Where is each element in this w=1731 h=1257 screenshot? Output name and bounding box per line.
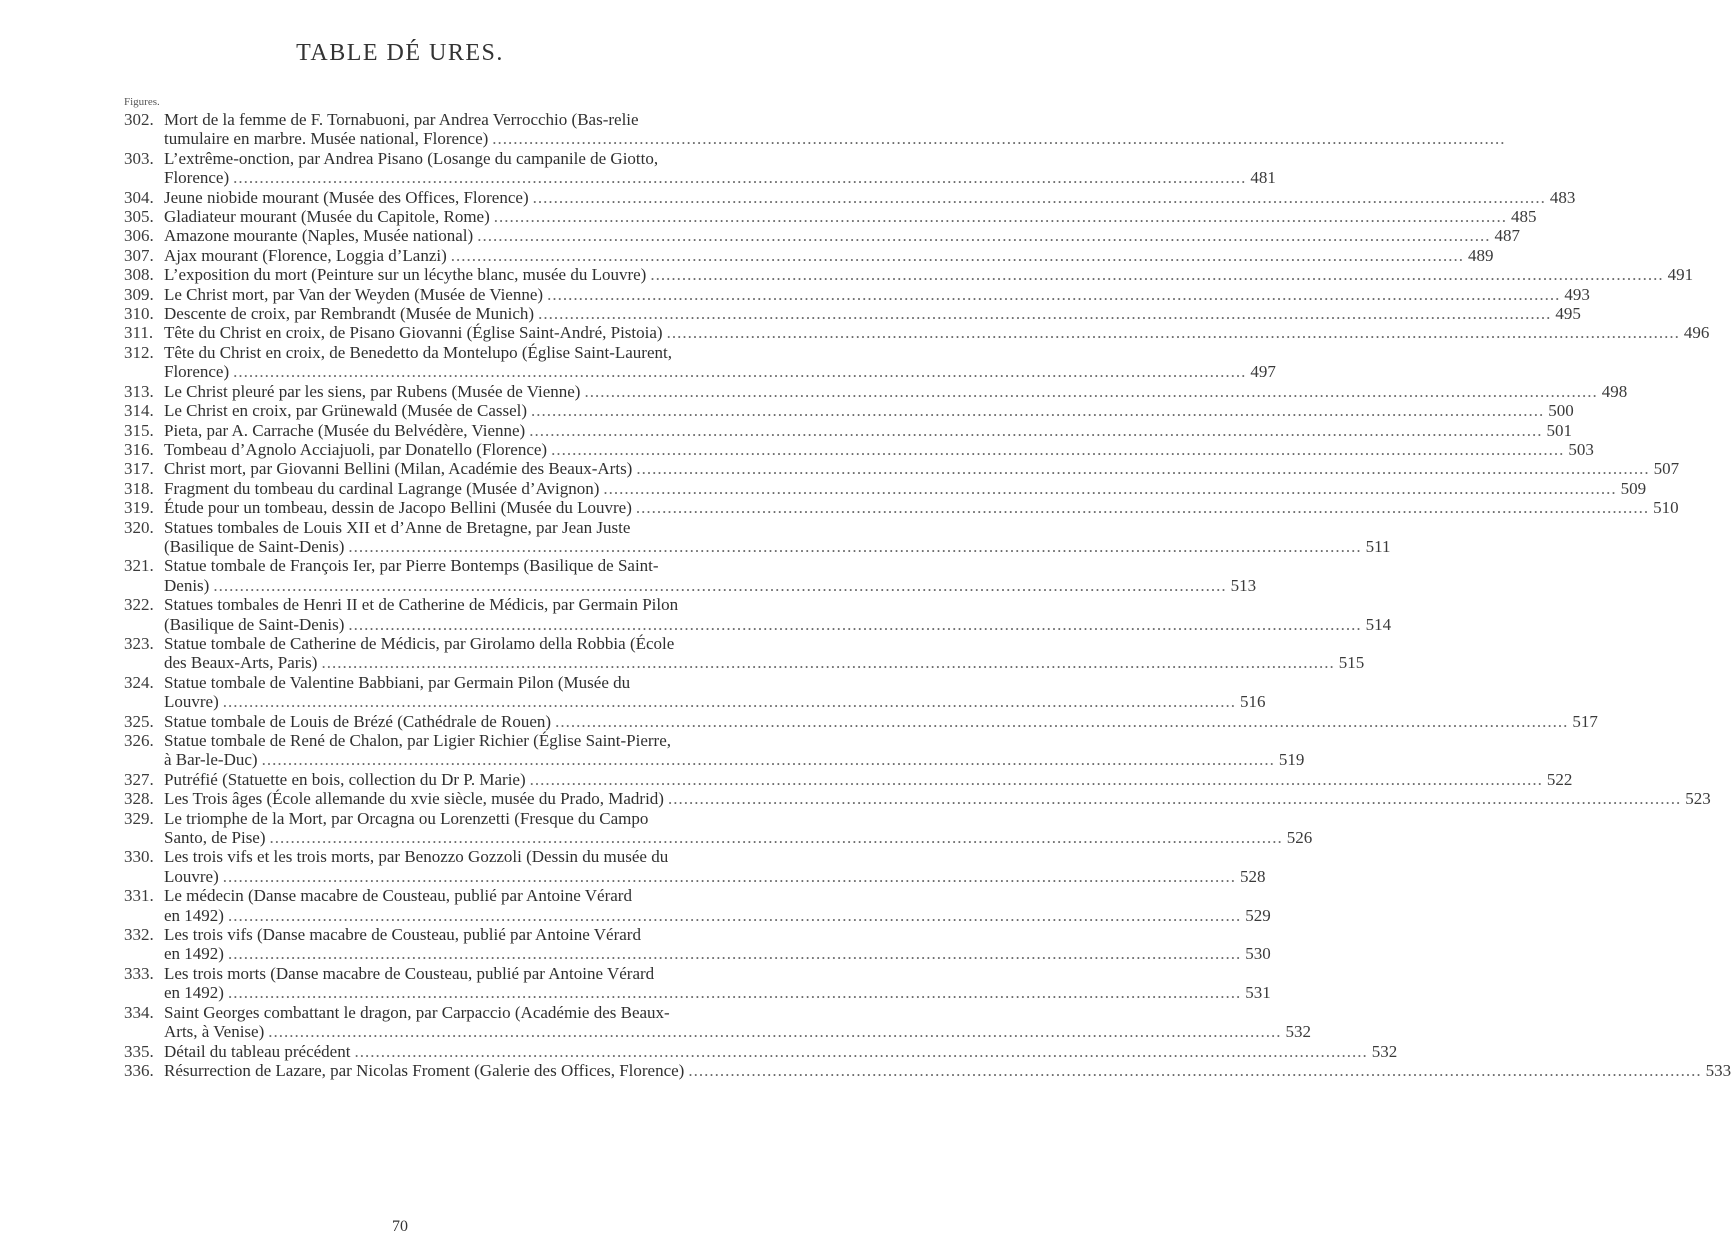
page-ref: 515 [1338,653,1365,673]
figure-caption [164,343,1276,382]
list-item [124,498,1679,518]
caption-line: L’extrême-onction, par Andrea Pisano (Losange du campanile de Giotto, [164,148,659,168]
figure-caption [164,149,1276,188]
page-ref: 498 [1601,381,1628,401]
dot-leader [636,498,1649,517]
page-ref: 522 [1546,769,1573,789]
caption-line: Arts, à Venise) [164,1022,265,1042]
list-item [124,459,1680,479]
caption-last-line [164,789,1711,808]
figure-caption [164,226,1520,245]
dot-leader [492,129,1505,148]
dot-leader [223,692,1236,711]
figure-caption [164,673,1266,712]
page-ref: 497 [1250,362,1276,382]
caption-last-line [164,265,1693,284]
caption-line: Statue tombale de Louis de Brézé (Cathédrale de Rouen) [164,711,552,731]
list-item [124,556,1257,595]
page-ref: 523 [1685,789,1711,809]
caption-last-line [164,459,1679,478]
dot-leader [494,207,1507,226]
figure-number: 324. [124,672,154,692]
list-item [124,789,1711,809]
page-ref: 500 [1548,401,1574,421]
caption-last-line [164,615,1391,634]
caption-line: Tête du Christ en croix, de Benedetto da Montelupo (Église Saint-Laurent, [164,342,672,362]
page-title: TABLE DÉ URES. [296,40,504,66]
figure-number: 321. [124,556,154,576]
dot-leader [223,867,1236,886]
page-ref: 531 [1245,983,1271,1003]
page-ref: 501 [1546,420,1572,440]
dot-leader [668,789,1681,808]
caption-line: des Beaux-Arts, Paris) [164,653,318,673]
list-item [124,207,1537,227]
page-ref: 495 [1555,304,1581,324]
figure-number: 304. [124,187,154,207]
dot-leader [228,944,1241,963]
figure-number: 307. [124,245,154,265]
list-item [124,401,1574,421]
caption-line: Pieta, par A. Carrache (Musée du Belvédère, Vienne) [164,420,526,440]
caption-last-line [164,304,1581,323]
figure-number: 328. [124,789,154,809]
list-item [124,148,1276,188]
caption-last-line [164,1061,1731,1080]
page-ref: 491 [1667,265,1694,285]
caption-last-line [164,226,1520,245]
figure-number: 322. [124,595,154,615]
caption-last-line [164,576,1256,595]
dot-leader [530,770,1543,789]
page-ref: 514 [1365,614,1392,634]
caption-line: Saint Georges combattant le dragon, par Carpaccio (Académie des Beaux- [164,1002,670,1022]
caption-line: Statue tombale de François Ier, par Pierre Bontemps (Basilique de Saint- [164,556,659,576]
list-item [124,672,1266,712]
list-item [124,304,1581,324]
list-item [124,478,1647,498]
figure-number: 314. [124,401,154,421]
page-ref: 489 [1468,245,1494,265]
caption-last-line [164,750,1304,769]
caption-line: Gladiateur mourant (Musée du Capitole, Rome) [164,207,490,227]
list-item [124,245,1494,265]
figure-caption [164,1042,1397,1061]
caption-line: Le Christ mort, par Van der Weyden (Musée de Vienne) [164,284,544,304]
dot-leader [531,401,1544,420]
caption-last-line [164,421,1572,440]
caption-line: Le médecin (Danse macabre de Cousteau, publié par Antoine Vérard [164,886,632,906]
figure-caption [164,964,1271,1003]
caption-line: (Basilique de Saint-Denis) [164,614,345,634]
page-ref: 496 [1683,323,1710,343]
caption-line: Statues tombales de Louis XII et d’Anne de Bretagne, par Jean Juste [164,517,631,537]
figure-number: 310. [124,304,154,324]
figure-caption [164,498,1679,517]
caption-line: Santo, de Pise) [164,828,266,848]
list-item [124,731,1305,770]
page-ref: 513 [1230,575,1257,595]
figure-caption [164,479,1646,498]
page-ref: 532 [1285,1022,1311,1042]
figure-caption [164,285,1590,304]
list-item [124,847,1266,886]
caption-line: Les Trois âges (École allemande du xvie siècle, musée du Prado, Madrid) [164,789,664,809]
page-ref: 481 [1250,168,1276,188]
caption-line: Tombeau d’Agnolo Acciajuoli, par Donatello (Florence) [164,439,548,459]
list-item [124,769,1573,789]
figure-caption [164,556,1256,595]
figure-number: 331. [124,886,154,906]
caption-line: Denis) [164,575,210,595]
figure-caption [164,246,1494,265]
list-item [124,1060,1731,1080]
caption-line: Louvre) [164,866,219,886]
figure-caption [164,459,1679,478]
list-item [124,633,1365,673]
figure-list [124,110,1731,1080]
caption-line: L’exposition du mort (Peinture sur un lécythe blanc, musée du Louvre) [164,265,647,285]
figure-caption [164,634,1364,673]
figures-label: Figures. [124,96,160,108]
figure-number: 329. [124,808,154,828]
caption-last-line [164,712,1598,731]
list-item [124,1041,1398,1061]
caption-last-line [164,828,1312,847]
caption-line: Étude pour un tombeau, dessin de Jacopo Bellini (Musée du Louvre) [164,498,632,518]
caption-last-line [164,285,1590,304]
page-ref: 485 [1511,207,1537,227]
caption-last-line [164,382,1627,401]
caption-line: Le Christ en croix, par Grünewald (Musée de Cassel) [164,401,528,421]
caption-line: Les trois vifs (Danse macabre de Cousteau, publié par Antoine Vérard [164,925,641,945]
caption-line: Florence) [164,362,230,382]
list-item [124,711,1598,731]
dot-leader [233,362,1246,381]
figure-number: 309. [124,284,154,304]
figure-number: 335. [124,1041,154,1061]
page-ref: 516 [1240,692,1266,712]
figure-number: 303. [124,148,154,168]
page-ref: 517 [1572,711,1598,731]
caption-line: Descente de croix, par Rembrandt (Musée de Munich) [164,304,535,324]
caption-line: à Bar-le-Duc) [164,750,258,770]
figure-number: 327. [124,769,154,789]
figure-caption [164,323,1709,342]
list-item [124,420,1572,440]
dot-leader [555,712,1568,731]
list-item [124,226,1520,246]
figure-caption [164,712,1598,731]
figure-caption [164,789,1711,808]
page-ref: 487 [1494,226,1520,246]
figure-caption [164,382,1627,401]
caption-last-line [164,401,1574,420]
caption-last-line [164,906,1271,925]
figure-number: 316. [124,439,154,459]
list-item [124,265,1694,285]
dot-leader [321,653,1334,672]
page-ref: 519 [1278,750,1305,770]
page-ref: 533 [1705,1060,1731,1080]
figure-number: 319. [124,498,154,518]
figure-number: 306. [124,226,154,246]
dot-leader [268,1022,1281,1041]
caption-line: Christ mort, par Giovanni Bellini (Milan, Académie des Beaux-Arts) [164,459,633,479]
caption-last-line [164,944,1271,963]
figure-caption [164,1003,1311,1042]
caption-last-line [164,537,1390,556]
figure-caption [164,401,1574,420]
page-number: 70 [392,1218,408,1235]
dot-leader [584,382,1597,401]
caption-line: Tête du Christ en croix, de Pisano Giovanni (Église Saint-André, Pistoia) [164,323,663,343]
caption-line: en 1492) [164,944,224,964]
caption-line: en 1492) [164,905,224,925]
caption-line: Détail du tableau précédent [164,1041,351,1061]
page-ref: 511 [1365,536,1391,556]
page-ref: 507 [1653,459,1680,479]
figure-caption [164,304,1581,323]
caption-last-line [164,1042,1397,1061]
caption-last-line [164,129,1532,148]
figure-number: 330. [124,847,154,867]
dot-leader [228,906,1241,925]
caption-line: Statue tombale de Valentine Babbiani, par Germain Pilon (Musée du [164,672,631,692]
caption-last-line [164,323,1709,342]
caption-line: Statues tombales de Henri II et de Catherine de Médicis, par Germain Pilon [164,595,679,615]
list-item [124,381,1628,401]
caption-last-line [164,498,1679,517]
list-item [124,1002,1311,1042]
figure-caption [164,1061,1731,1080]
figure-caption [164,886,1271,925]
figure-number: 308. [124,265,154,285]
list-item [124,439,1594,459]
list-item [124,187,1576,207]
page-ref: 509 [1620,478,1647,498]
caption-last-line [164,168,1276,187]
caption-last-line [164,983,1271,1002]
caption-line: Le triomphe de la Mort, par Orcagna ou Lorenzetti (Fresque du Campo [164,808,649,828]
caption-line: en 1492) [164,983,224,1003]
figure-caption [164,847,1266,886]
caption-line: Résurrection de Lazare, par Nicolas Froment (Galerie des Offices, Florence) [164,1060,685,1080]
dot-leader [262,750,1275,769]
dot-leader [551,440,1564,459]
dot-leader [636,459,1649,478]
list-item [124,517,1391,557]
dot-leader [213,576,1226,595]
caption-line: Fragment du tombeau du cardinal Lagrange (Musée d’Avignon) [164,478,600,498]
figure-number: 334. [124,1002,154,1022]
caption-line: Statue tombale de Catherine de Médicis, par Girolamo della Robbia (École [164,633,675,653]
caption-line: Le Christ pleuré par les siens, par Rubens (Musée de Vienne) [164,381,581,401]
dot-leader [477,226,1490,245]
list-item [124,323,1710,343]
figure-number: 320. [124,517,154,537]
figure-caption [164,440,1594,459]
caption-last-line [164,770,1572,789]
figure-number: 311. [124,323,154,343]
caption-line: Amazone mourante (Naples, Musée national) [164,226,474,246]
page-ref: 532 [1371,1041,1398,1061]
figure-caption [164,265,1693,284]
caption-line: Mort de la femme de F. Tornabuoni, par Andrea Verrocchio (Bas-relie [164,110,639,129]
page-ref: 526 [1286,828,1313,848]
figure-number: 333. [124,963,154,983]
list-item [124,886,1271,925]
list-item [124,925,1271,964]
figure-number: 302. [124,110,154,129]
caption-line: Louvre) [164,692,219,712]
caption-line: Les trois morts (Danse macabre de Cousteau, publié par Antoine Vérard [164,963,655,983]
figure-caption [164,110,1532,149]
figure-caption [164,770,1572,789]
list-item [124,284,1590,304]
figure-caption [164,809,1312,848]
dot-leader [228,983,1241,1002]
caption-last-line [164,867,1266,886]
caption-line: Florence) [164,168,230,188]
caption-last-line [164,653,1364,672]
dot-leader [547,285,1560,304]
dot-leader [603,479,1616,498]
dot-leader [451,246,1464,265]
caption-last-line [164,440,1594,459]
caption-last-line [164,188,1575,207]
figure-caption [164,421,1572,440]
dot-leader [650,265,1663,284]
caption-line: Statue tombale de René de Chalon, par Ligier Richier (Église Saint-Pierre, [164,731,672,750]
figure-number: 326. [124,731,154,750]
figure-caption [164,207,1537,226]
dot-leader [538,304,1551,323]
figure-caption [164,925,1271,964]
caption-line: tumulaire en marbre. Musée national, Florence) [164,129,489,149]
list-item [124,595,1392,634]
page-ref: 529 [1245,905,1271,925]
figure-number: 312. [124,342,154,362]
list-item [124,808,1313,848]
figure-number: 318. [124,478,154,498]
dot-leader [529,421,1542,440]
figure-number: 336. [124,1060,154,1080]
caption-last-line [164,362,1276,381]
caption-last-line [164,1022,1311,1041]
page-ref: 528 [1240,866,1266,886]
figure-number: 317. [124,459,154,479]
list-item [124,963,1271,1003]
list-item [124,342,1276,382]
page-ref: 510 [1653,498,1679,518]
caption-last-line [164,246,1494,265]
dot-leader [688,1061,1701,1080]
page-ref: 493 [1564,284,1590,304]
caption-last-line [164,479,1646,498]
dot-leader [348,615,1361,634]
caption-line: Jeune niobide mourant (Musée des Offices, Florence) [164,187,529,207]
dot-leader [233,168,1246,187]
figure-number: 315. [124,420,154,440]
caption-line: Les trois vifs et les trois morts, par Benozzo Gozzoli (Dessin du musée du [164,847,669,867]
caption-line: (Basilique de Saint-Denis) [164,536,345,556]
page-ref: 483 [1549,187,1576,207]
dot-leader [354,1042,1367,1061]
figure-number: 313. [124,381,154,401]
page-ref: 503 [1568,439,1594,459]
dot-leader [533,188,1546,207]
dot-leader [667,323,1680,342]
dot-leader [348,537,1361,556]
page-ref: 530 [1245,944,1271,964]
figure-number: 332. [124,925,154,945]
figure-number: 305. [124,207,154,227]
figure-number: 325. [124,711,154,731]
figure-caption [164,518,1390,557]
figure-number: 323. [124,633,154,653]
list-item [124,110,734,149]
caption-line: Putréfié (Statuette en bois, collection du Dr P. Marie) [164,769,526,789]
caption-last-line [164,207,1537,226]
figure-caption [164,595,1391,634]
dot-leader [270,828,1283,847]
figure-caption [164,731,1304,770]
caption-line: Ajax mourant (Florence, Loggia d’Lanzi) [164,245,447,265]
caption-last-line [164,692,1266,711]
figure-caption [164,188,1575,207]
